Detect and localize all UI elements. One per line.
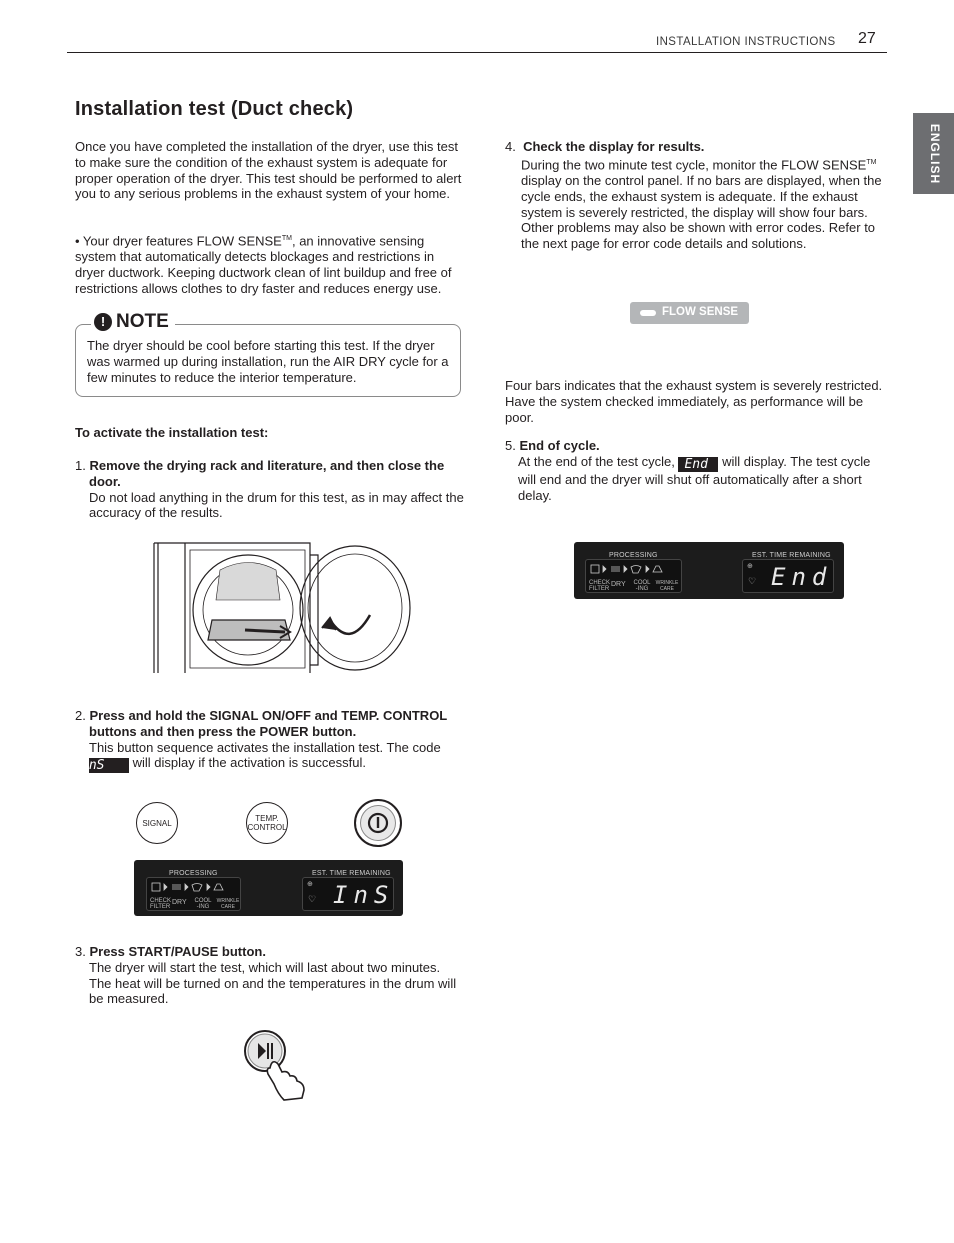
bullet-text-a: • Your dryer features FLOW SENSE (75, 233, 282, 249)
wrinkle-care-label: WRINKLE CARE (216, 898, 240, 910)
trademark-2: TM (866, 158, 877, 166)
end-display-code: End (771, 563, 833, 591)
dryer-open-door-illustration (150, 540, 415, 675)
step-4-number: 4. (505, 139, 516, 154)
cycle-status-icons-2 (586, 562, 681, 576)
warning-icon: ! (94, 313, 112, 331)
page-title: Installation test (Duct check) (75, 98, 354, 120)
step-4-body-a: During the two minute test cycle, monitor the FLOW SENSE (521, 157, 867, 173)
step-1-body: Do not load anything in the drum for this test, as in may affect the accuracy of the results. (89, 489, 464, 521)
ins-display-code: InS (333, 881, 395, 909)
step-2-body-a: This button sequence activates the installation test. The code (89, 739, 441, 755)
start-pause-button-illustration[interactable] (242, 1028, 312, 1103)
flow-sense-bullet (75, 231, 463, 297)
step-5-number: 5. (505, 438, 516, 453)
step-1-title: Remove the drying rack and literature, and then close the door. (89, 458, 445, 489)
processing-label: PROCESSING (169, 870, 218, 877)
processing-label-2: PROCESSING (609, 552, 658, 559)
step-4-title: Check the display for results. (523, 139, 705, 154)
activate-heading: To activate the installation test: (75, 425, 269, 440)
cooling-label-2: COOL -ING (633, 580, 651, 592)
temp-control-label: TEMP. CONTROL (247, 814, 287, 832)
step-1 (75, 458, 465, 521)
header-rule (67, 52, 887, 53)
flow-sense-indicator (630, 302, 749, 324)
step-4-body-b: display on the control panel. If no bars are displayed, when the cycle ends, the exhaust system is adequate. If the exhaust system is severely restricted, the display will show four bars. Other problems may also be shown with error codes. Refer to the next page for error code details and solutions. (521, 172, 882, 252)
step-5-body-a: At the end of the test cycle, (518, 453, 675, 469)
trademark: TM (281, 235, 292, 242)
flow-sense-bar-icon (640, 310, 656, 316)
note-text: The dryer should be cool before starting this test. If the dryer was warmed up during installation, run the AIR DRY cycle for a few minutes to reduce the interior temperature. (87, 338, 449, 385)
step-5-title: End of cycle. (519, 438, 600, 453)
temp-control-button[interactable] (246, 802, 288, 844)
language-tab (913, 113, 954, 194)
lock-icon: ⊕ (307, 881, 313, 888)
time-display (302, 877, 394, 911)
power-icon (366, 811, 390, 835)
step-2-body-b: will display if the activation is successful. (132, 755, 366, 771)
step-3-title: Press START/PAUSE button. (89, 944, 266, 959)
step-5-body-b: will display. The test cycle will end and the dryer will shut off automatically after a short delay. (518, 453, 871, 503)
step-2 (75, 708, 465, 773)
cycle-status-icons (147, 880, 242, 894)
step-2-number: 2. (75, 708, 86, 723)
power-button[interactable] (354, 799, 402, 847)
intro-paragraph: Once you have completed the installation of the dryer, use this test to make sure the condition of the exhaust system is adequate for proper operation of the dryer. This test should be performed to alert you to any serious problems in the exhaust system of your home. (75, 139, 462, 202)
time-display-2 (742, 559, 834, 593)
language-tab-label: ENGLISH (927, 123, 942, 184)
wrinkle-care-label-2: WRINKLE CARE (655, 580, 679, 592)
cycle-indicator-area-2 (585, 559, 682, 593)
heart-icon-2: ♡ (748, 576, 757, 586)
step-2-title: Press and hold the SIGNAL ON/OFF and TEMP. CONTROL buttons and then press the POWER button. (89, 708, 448, 739)
flow-sense-label: FLOW SENSE (662, 306, 739, 319)
step-5 (505, 438, 890, 503)
dry-label: DRY (172, 899, 187, 906)
step-3-number: 3. (75, 944, 86, 959)
signal-button[interactable] (136, 802, 178, 844)
lock-icon-2: ⊕ (747, 563, 753, 570)
page-number: 27 (858, 30, 876, 47)
step-5-body (505, 454, 890, 504)
note-title (91, 313, 175, 331)
check-filter-label: CHECK FILTER (150, 898, 172, 910)
step-3-body: The dryer will start the test, which will last about two minutes. The heat will be turned on and the temperatures in the drum will be measured. (89, 959, 457, 1007)
control-panel-end (574, 542, 844, 599)
control-panel-ins (134, 860, 403, 916)
four-bars-paragraph: Four bars indicates that the exhaust system is severely restricted. Have the system checked immediately, as performance will be poor. (505, 378, 883, 425)
heart-icon: ♡ (308, 894, 317, 904)
end-code-badge: End (678, 457, 718, 472)
check-filter-label-2: CHECK FILTER (589, 580, 611, 592)
step-1-number: 1. (75, 458, 86, 473)
bullet-text-b: , an innovative sensing system that automatically detects blockages and restrictions in dryer ductwork. Keeping ductwork clean of lint buildup and free of restrictions allows clothes to dry faster and reduces energy use. (75, 233, 452, 296)
cycle-indicator-area (146, 877, 241, 911)
signal-button-label: SIGNAL (142, 818, 172, 828)
est-time-label: EST. TIME REMAINING (312, 870, 391, 877)
step-3 (75, 944, 465, 1007)
ins-code-badge: InS (89, 758, 129, 773)
cooling-label: COOL -ING (194, 898, 212, 910)
step-4 (505, 139, 890, 252)
running-header-section: INSTALLATION INSTRUCTIONS (656, 36, 836, 48)
note-title-text: NOTE (116, 311, 169, 333)
dry-label-2: DRY (611, 581, 626, 588)
est-time-label-2: EST. TIME REMAINING (752, 552, 831, 559)
